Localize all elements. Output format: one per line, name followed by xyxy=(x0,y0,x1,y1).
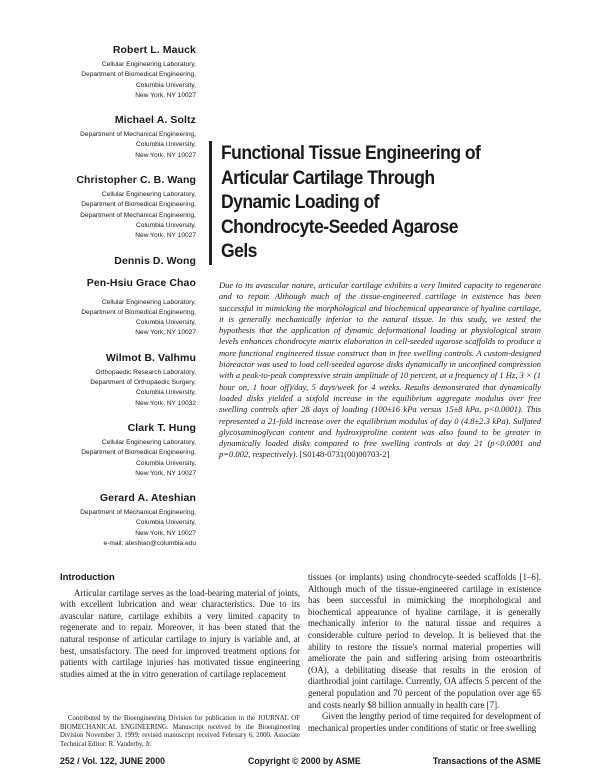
author-block xyxy=(60,492,196,549)
author-email[interactable]: e-mail: ateshian@columbia.edu xyxy=(103,540,196,548)
title-line: Functional Tissue Engineering of xyxy=(221,142,481,164)
title-line: Articular Cartilage Through xyxy=(221,166,435,189)
author-name: Dennis D. Wong xyxy=(114,254,196,267)
affiliation-line: Department of Biomedical Engineering, xyxy=(81,71,196,79)
author-affiliation xyxy=(60,130,196,161)
affiliation-line: New York, NY 10027 xyxy=(135,232,196,240)
author-list xyxy=(60,44,196,562)
affiliation-line: Department of Mechanical Engineering, xyxy=(80,509,196,517)
affiliation-line: Columbia University, xyxy=(136,141,196,149)
author-name: Gerard A. Ateshian xyxy=(99,492,196,505)
journal-name: Transactions of the ASME xyxy=(432,756,541,766)
affiliation-line: New York, NY 10027 xyxy=(135,469,196,477)
title-rule xyxy=(209,141,212,265)
author-affiliation xyxy=(60,190,196,241)
author-name: Wilmot B. Valhmu xyxy=(105,351,196,364)
author-name: Christopher C. B. Wang xyxy=(76,174,196,187)
affiliation-line: Department of Biomedical Engineering, xyxy=(81,449,196,457)
page-footer xyxy=(60,756,541,768)
affiliation-line: Columbia University, xyxy=(136,519,196,527)
author-block xyxy=(60,114,196,161)
title-line: Dynamic Loading of xyxy=(221,191,379,214)
body-paragraph: Articular cartilage serves as the load-bearing material of joints, with excellent lubrication and wear characteristics. Due to its avascular nature, cartilage exhibits a very limited capacity to regenerate and to repair. Moreover, it has been stated that the natural response of articular cartilage to injury is variable and, at best, unsatisfactory. The need for improved treatment options for patients with cartilage injuries has motivated tissue engineering studies aimed at the in vitro generation of cartilage replacement xyxy=(60,587,300,679)
affiliation-line: Department of Mechanical Engineering, xyxy=(80,211,196,219)
affiliation-line: Columbia University, xyxy=(136,319,196,327)
affiliation-line: Department of Biomedical Engineering, xyxy=(81,201,196,209)
author-name: Clark T. Hung xyxy=(127,421,196,434)
affiliation-line: Department of Orthopaedic Surgery, xyxy=(90,379,196,387)
intro-left-column xyxy=(60,571,300,680)
intro-right-column xyxy=(308,572,541,734)
affiliation-line: Department of Mechanical Engineering, xyxy=(80,131,196,139)
copyright: Copyright © 2000 by ASME xyxy=(248,756,361,766)
affiliation-line: Orthopaedic Research Laboratory, xyxy=(95,368,196,376)
page-number: 252 / Vol. 122, JUNE 2000 xyxy=(60,756,165,766)
affiliation-line: Cellular Engineering Laboratory, xyxy=(101,191,196,199)
title-line: Gels xyxy=(221,240,257,263)
affiliation-line: Cellular Engineering Laboratory, xyxy=(101,61,196,68)
author-block xyxy=(60,255,196,339)
author-block xyxy=(60,422,196,479)
affiliation-line: Cellular Engineering Laboratory, xyxy=(101,298,196,306)
affiliation-line: New York, NY 10027 xyxy=(135,529,196,537)
author-block xyxy=(60,44,196,101)
affiliation-line: Columbia University, xyxy=(136,389,196,397)
abstract-text: Due to its avascular nature, articular cartilage exhibits a very limited capacity to regenerate and to repair. Although much of the tissue-engineered cartilage in existence has been successful in mimicking the morphological and biochemical appearance of hyaline cartilage, it is generally mechanically inferior to the natural tissue. In this study, we tested the hypothesis that the application of dynamic deformational loading at physiological strain levels enhances chondrocyte matrix elaboration in cell-seeded agarose scaffolds to produce a more functional engineered tissue construct than in free swelling controls. A custom-designed bioreactor was used to load cell-seeded agarose disks dynamically in unconfined compression with a peak-to-peak compressive strain amplitude of 10 percent, at a frequency of 1 Hz, 3 × (1 hour on, 1 hour off)/day, 5 days/week for 4 weeks. Results demonstrated that dynamically loaded disks yielded a sixfold increase in the equilibrium aggregate modulus over free swelling controls after 28 days of loading (100±16 kPa versus 15±8 kPa, p<0.0001). This represented a 21-fold increase over the equilibrium modulus of day 0 (4.8±2.3 kPa). Sulfated glycosaminoglycan content and hydroxyproline content was also found to be greater in dynamically loaded disks compared to free swelling controls at day 21 (p<0.0001 and p=0.002, respectively). xyxy=(219,280,541,460)
affiliation-line: New York, NY 10032 xyxy=(135,399,196,407)
author-name: Pen-Hsiu Grace Chao xyxy=(86,276,196,289)
abstract xyxy=(219,280,541,461)
author-block xyxy=(60,174,196,241)
author-name: Michael A. Soltz xyxy=(114,114,196,127)
affiliation-line: Department of Biomedical Engineering, xyxy=(81,308,196,316)
author-affiliation xyxy=(60,368,196,409)
affiliation-line: New York, NY 10027 xyxy=(135,329,196,337)
author-affiliation xyxy=(60,438,196,479)
title-line: Chondrocyte-Seeded Agarose xyxy=(221,215,458,238)
footnote xyxy=(60,715,300,749)
author-affiliation xyxy=(60,508,196,549)
footnote-text: Contributed by the Bioengineering Division for publication in the JOURNAL OF BIOMECHANICAL ENGINEERING. Manuscript received by the Bioengineering Division November 3, 1999; revised manuscript received February 6, 2000. Associate Technical Editor: R. Vanderby, Jr. xyxy=(60,715,300,748)
author-affiliation xyxy=(60,298,196,339)
body-paragraph: Given the lengthy period of time required for development of mechanical properties under conditions of static or free swelling xyxy=(308,711,541,733)
section-heading: Introduction xyxy=(60,571,115,582)
affiliation-line: Columbia University, xyxy=(136,81,196,89)
author-name: Robert L. Mauck xyxy=(112,44,196,56)
author-block xyxy=(60,352,196,409)
paper-title xyxy=(221,141,509,264)
affiliation-line: Cellular Engineering Laboratory, xyxy=(101,438,196,446)
affiliation-line: New York, NY 10027 xyxy=(135,151,196,159)
affiliation-line: Columbia University, xyxy=(136,459,196,467)
author-affiliation xyxy=(60,60,196,101)
body-paragraph: tissues (or implants) using chondrocyte-seeded scaffolds [1–6]. Although much of the tissue-engineered cartilage in existence has been successful in mimicking the morphological and biochemical appearance of hyaline cartilage, it is generally mechanically inferior to the natural tissue and requires a considerable culture period to develop. It is believed that the ability to restore the tissue's normal material properties will ameliorate the pain and suffering arising from osteoarthritis (OA), a debilitating disease that results in the erosion of diarthrodial joint cartilage. Currently, OA affects 5 percent of the general population and 70 percent of the population over age 65 and costs nearly $8 billion annually in health care [7]. xyxy=(308,572,541,710)
doi-code: [S0148-0731(00)00703-2] xyxy=(299,449,390,460)
affiliation-line: New York, NY 10027 xyxy=(135,91,196,99)
affiliation-line: Columbia University, xyxy=(136,221,196,229)
